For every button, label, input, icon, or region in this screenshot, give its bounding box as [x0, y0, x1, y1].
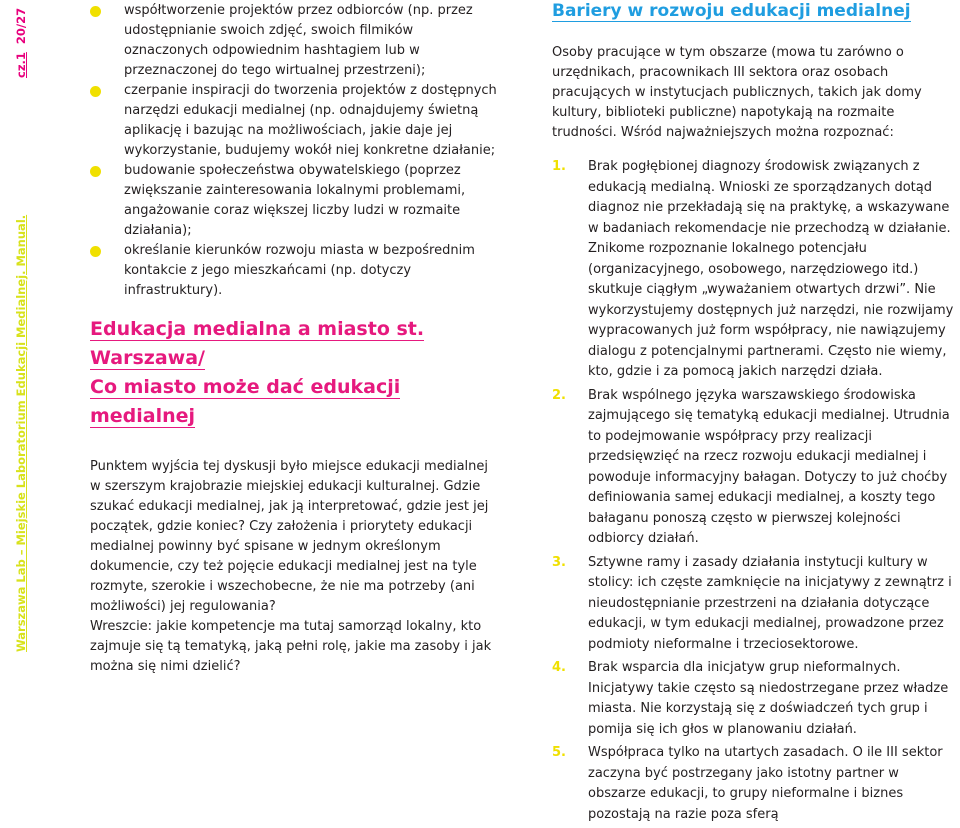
paragraph: Wreszcie: jakie kompetencje ma tutaj samorząd lokalny, kto zajmuje się tą tematyką, jaką pełni rolę, jakie ma zasoby i jak można się nimi dzielić? — [90, 619, 492, 674]
list-item: 4. Brak wsparcia dla inicjatyw grup nieformalnych. Inicjatywy takie często są niedostrzegane przez władze miasta. Nie korzystają się z doświadczeń tych grup i pomija się ich głos w planowaniu działań. — [552, 660, 949, 737]
section-heading: Bariery w rozwoju edukacji medialnej — [552, 1, 911, 21]
item-number: 3. — [552, 554, 566, 570]
part-label: cz.1 — [14, 52, 28, 78]
document-title: Warszawa Lab – Miejskie Laboratorium Edukacji Medialnej. Manual. — [14, 214, 28, 652]
bullet-dot-icon — [90, 246, 101, 257]
left-column — [90, 0, 500, 677]
right-column — [552, 0, 960, 828]
item-number: 4. — [552, 660, 566, 675]
page-indicator — [14, 8, 28, 78]
list-item: określanie kierunków rozwoju miasta w bezpośrednim kontakcie z jego mieszkańcami (np. dotyczy infrastruktury). — [90, 241, 500, 301]
item-number: 2. — [552, 387, 566, 403]
section-heading: Edukacja medialna a miasto st. Warszawa/ Co miasto może dać edukacji medialnej — [90, 318, 425, 427]
bullet-dot-icon — [90, 86, 101, 97]
list-item: budowanie społeczeństwa obywatelskiego (poprzez zwiększanie zainteresowania lokalnymi problemami, angażowanie coraz większej liczby ludzi w rozmaite działania); — [90, 161, 500, 241]
intro-paragraph: Osoby pracujące w tym obszarze (mowa tu zarówno o urzędnikach, pracownikach III sektora oraz osobach pracujących w instytucjach publicznych, takich jak domy kultury, biblioteki publiczne) napotykają na rozmaite trudności. Wśród najważniejszych można rozpoznać: — [552, 45, 922, 140]
item-number: 1. — [552, 159, 566, 174]
bullet-list — [90, 1, 500, 301]
bullet-dot-icon — [90, 6, 101, 17]
item-number: 5. — [552, 745, 566, 760]
paragraph: Punktem wyjścia tej dyskusji było miejsce edukacji medialnej w szerszym krajobrazie miejskiej edukacji kulturalnej. Gdzie szukać edukacji medialnej, jak ją interpretować, gdzie jest jej początek, gdzie koniec? Czy założenia i priorytety edukacji medialnej powinny być spisane w jednym określonym dokumencie, czy też pojęcie edukacji medialnej jest na tyle rozmyte, szerokie i wszechobecne, że nie ma potrzeby (ani możliwości) jej regulowania? — [90, 459, 489, 614]
sidebar — [0, 0, 28, 652]
bullet-dot-icon — [90, 166, 101, 177]
list-item: 5. Współpraca tylko na utartych zasadach. O ile III sektor zaczyna być postrzegany jako istotny partner w obszarze edukacji, to grupy nieformalne i biznes pozostają na razie poza sferą — [552, 745, 943, 822]
list-item: 3. Sztywne ramy i zasady działania instytucji kultury w stolicy: ich częste zamknięcie na inicjatywy z zewnątrz i nieudostępnianie przestrzeni na działania dotyczące edukacji, w tym edukacji medialnej, prowadzone przez podmioty nieformalne i trzeciosektorowe. — [552, 554, 952, 652]
numbered-list — [552, 157, 960, 825]
list-item: czerpanie inspiracji do tworzenia projektów z dostępnych narzędzi edukacji medialnej (np. odnajdujemy świetną aplikację i bazując na możliwościach, jakie daje jej wykorzystanie, budujemy wokół niej konkretne działanie; — [90, 81, 500, 161]
list-item: współtworzenie projektów przez odbiorców (np. przez udostępnianie swoich zdjęć, swoich filmików oznaczonych odpowiednim hashtagiem lub w przeznaczonej do tego wirtualnej przestrzeni); — [90, 1, 500, 81]
page-number: 20/27 — [14, 7, 28, 45]
list-item: 2. Brak wspólnego języka warszawskiego środowiska zajmującego się tematyką edukacji medialnej. Utrudnia to podejmowanie współpracy przy realizacji przedsięwzięć na rzecz rozwoju edukacji medialnej i powoduje informacyjny bałagan. Dotyczy to już choćby definiowania samej edukacji medialnej, a koszty tego bałaganu ponoszą często w pierwszej kolejności odbiorcy działań. — [552, 387, 950, 546]
list-item: 1. Brak pogłębionej diagnozy środowisk związanych z edukacją medialną. Wnioski ze sporządzanych dotąd diagnoz nie przekładają się na praktykę, a wskazywane w badaniach rekomendacje nie przechodzą w działanie. Znikome rozpoznanie lokalnego potencjału (organizacyjnego, osobowego, narzędziowego itd.) skutkuje ciągłym „wyważaniem otwartych drzwi”. Nie wykorzystujemy dostępnych już narzędzi, nie rozwijamy wypracowanych już form współpracy, nie nawiązujemy dialogu z potencjalnymi partnerami. Często nie wiemy, kto, gdzie i za pomocą jakich narzędzi działa. — [552, 159, 954, 379]
